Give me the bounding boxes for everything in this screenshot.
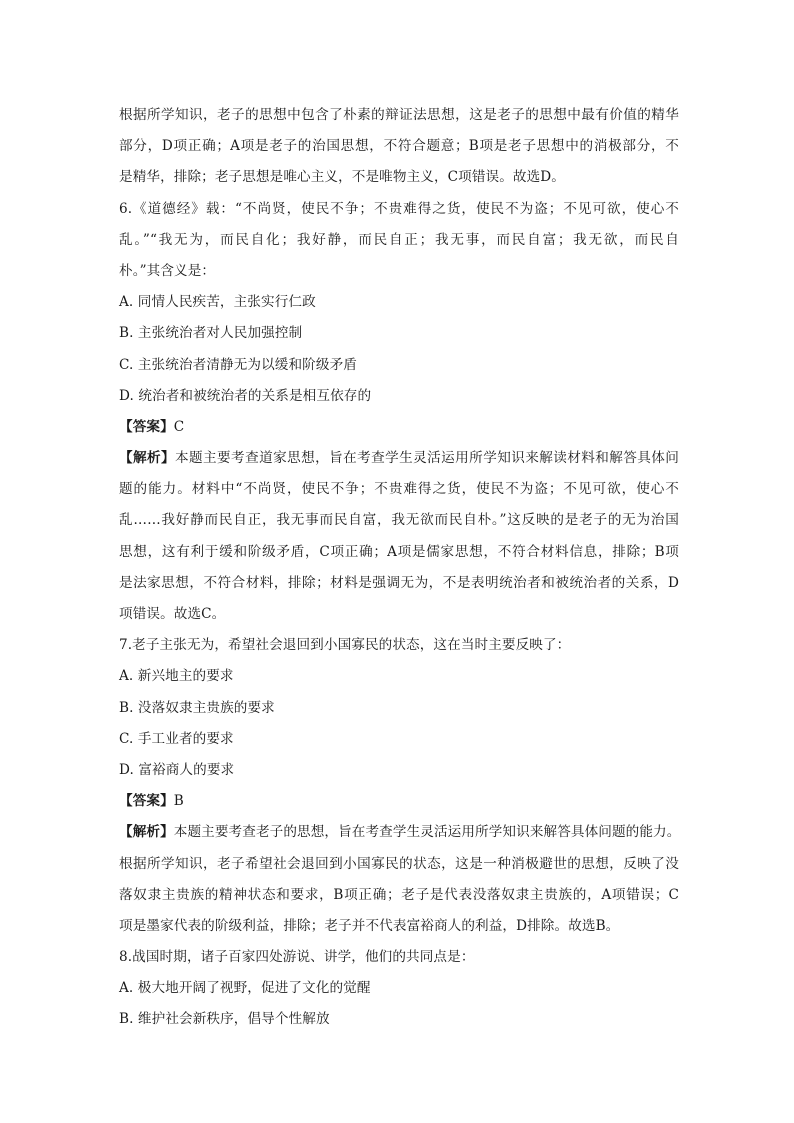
analysis-label: 【解析】: [119, 450, 176, 467]
q7-option-b: B. 没落奴隶主贵族的要求: [119, 699, 275, 716]
q6-option-d: D. 统治者和被统治者的关系是相互依存的: [119, 387, 372, 404]
q6-option-c: C. 主张统治者清静无为以缓和阶级矛盾: [119, 356, 357, 373]
q7-analysis-line: 根据所学知识，老子希望社会退回到小国寡民的状态，这是一种消极避世的思想，反映了没: [119, 855, 679, 872]
answer-value: C: [173, 418, 185, 435]
analysis-text-line: 部分，D项正确；A项是老子的治国思想，不符合题意；B项是老子思想中的消极部分，不: [119, 138, 679, 155]
q6-option-b: B. 主张统治者对人民加强控制: [119, 325, 303, 342]
q7-option-c: C. 手工业者的要求: [119, 730, 234, 747]
q7-option-a: A. 新兴地主的要求: [119, 668, 234, 685]
q6-stem-line: 朴。”其含义是：: [119, 262, 216, 279]
answer-label: 【答案】: [119, 793, 174, 810]
page-content: [119, 100, 679, 1036]
answer-value: B: [173, 793, 184, 810]
q7-analysis-line: [119, 817, 679, 848]
analysis-text-line: 是精华，排除；老子思想是唯心主义，不是唯物主义，C项错误。故选D。: [119, 169, 566, 186]
analysis-text: 本题主要考查老子的思想，旨在考查学生灵活运用所学知识来解答具体问题的能力。: [173, 824, 681, 841]
analysis-text-line: 根据所学知识，老子的思想中包含了朴素的辩证法思想，这是老子的思想中最有价值的精华: [119, 107, 679, 123]
q8-option-a: A. 极大地开阔了视野，促进了文化的觉醒: [119, 980, 371, 997]
q6-analysis-line: 思想，这有利于缓和阶级矛盾，C项正确；A项是儒家思想，不符合材料信息，排除；B项: [119, 543, 679, 560]
q6-analysis-line: 题的能力。材料中“不尚贤，使民不争；不贵难得之货，使民不为盗；不见可欲，使心不: [119, 481, 679, 498]
q7-analysis-line: 项是墨家代表的阶级利益，排除；老子并不代表富裕商人的利益，D排除。故选B。: [119, 917, 620, 934]
analysis-text: 本题主要考查道家思想，旨在考查学生灵活运用所学知识来解读材料和解答具体问: [175, 450, 679, 467]
q7-analysis-line: 落奴隶主贵族的精神状态和要求，B项正确；老子是代表没落奴隶主贵族的，A项错误；C: [119, 886, 679, 903]
q6-analysis-line: 乱……我好静而民自正，我无事而民自富，我无欲而民自朴。”这反映的是老子的无为治国: [119, 512, 679, 529]
q6-analysis-line: 项错误。故选C。: [119, 606, 226, 622]
answer-label: 【答案】: [119, 418, 174, 435]
q7-stem-line: 7.老子主张无为，希望社会退回到小国寡民的状态，这在当时主要反映了：: [119, 637, 571, 654]
q6-stem-line: 6.《道德经》载：“不尚贤，使民不争；不贵难得之货，使民不为盗；不见可欲，使心不: [119, 200, 679, 217]
q6-option-a: A. 同情人民疾苦，主张实行仁政: [119, 294, 316, 311]
q7-option-d: D. 富裕商人的要求: [119, 761, 235, 778]
q6-answer: [119, 412, 679, 443]
q6-stem-line: 乱。”“我无为，而民自化；我好静，而民自正；我无事，而民自富；我无欲，而民自: [119, 231, 679, 248]
q8-stem-line: 8.战国时期，诸子百家四处游说、讲学，他们的共同点是：: [119, 949, 475, 966]
q8-option-b: B. 维护社会新秩序，倡导个性解放: [119, 1011, 330, 1028]
q6-analysis-line: [119, 443, 679, 474]
q6-analysis-line: 是法家思想，不符合材料，排除；材料是强调无为，不是表明统治者和被统治者的关系，D: [119, 574, 679, 591]
q7-answer: [119, 786, 679, 817]
analysis-label: 【解析】: [119, 824, 174, 841]
